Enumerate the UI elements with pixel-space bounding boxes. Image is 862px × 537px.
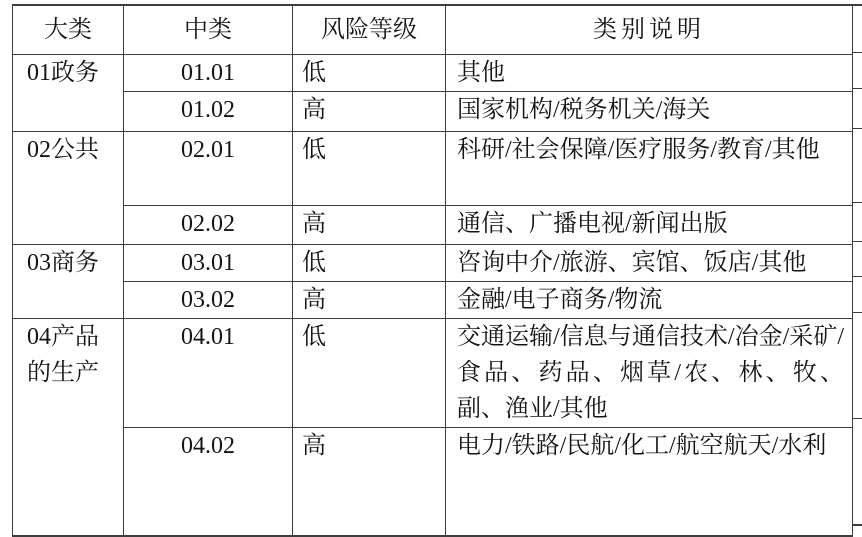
mid-category-cell: 02.02 [124,206,293,245]
column-header-risk-level: 风险等级 [293,5,446,55]
major-category-cell: 01政务 [13,55,124,132]
mid-category-cell: 04.02 [124,428,293,536]
risk-level-cell: 低 [293,132,446,206]
gridline-extension [852,524,862,526]
gridline-extension [852,312,862,313]
column-header-category-description: 类别说明 [446,5,853,55]
gridline-extension [852,241,862,242]
risk-level-cell: 高 [293,206,446,245]
category-description-cell: 交通运输/信息与通信技术/冶金/采矿/食品、药品、烟草/农、林、牧、副、渔业/其他 [446,319,853,428]
category-description-cell: 金融/电子商务/物流 [446,282,853,319]
category-description-cell: 国家机构/税务机关/海关 [446,92,853,132]
table-row [13,428,853,536]
mid-category-cell: 03.01 [124,245,293,282]
major-category-cell: 04产品的生产 [13,319,124,536]
major-category-cell: 03商务 [13,245,124,319]
gridline-overhang-strip [852,4,862,526]
risk-level-cell: 高 [293,282,446,319]
category-description-cell: 通信、广播电视/新闻出版 [446,206,853,245]
mid-category-cell: 01.02 [124,92,293,132]
mid-category-cell: 02.01 [124,132,293,206]
risk-level-cell: 低 [293,55,446,92]
risk-level-cell: 高 [293,92,446,132]
table-row [13,55,853,92]
risk-category-table [12,4,853,537]
table-row [13,92,853,132]
header-row [13,5,853,55]
gridline-extension [852,88,862,89]
column-header-mid-category: 中类 [124,5,293,55]
table-row [13,282,853,319]
gridline-extension [852,52,862,53]
risk-level-cell: 高 [293,428,446,536]
risk-level-cell: 低 [293,245,446,282]
table-row [13,132,853,206]
gridline-extension [852,4,862,6]
mid-category-cell: 03.02 [124,282,293,319]
risk-level-cell: 低 [293,319,446,428]
gridline-extension [852,276,862,277]
gridline-extension [852,128,862,129]
table-row [13,245,853,282]
category-description-cell: 咨询中介/旅游、宾馆、饭店/其他 [446,245,853,282]
table-row [13,319,853,428]
category-description-cell: 电力/铁路/民航/化工/航空航天/水利 [446,428,853,536]
mid-category-cell: 01.01 [124,55,293,92]
gridline-extension [852,202,862,203]
table-row [13,206,853,245]
category-description-cell: 其他 [446,55,853,92]
column-header-major-category: 大类 [13,5,124,55]
category-description-cell: 科研/社会保障/医疗服务/教育/其他 [446,132,853,206]
major-category-cell: 02公共 [13,132,124,245]
mid-category-cell: 04.01 [124,319,293,428]
gridline-extension [852,418,862,419]
risk-category-table-wrap [12,4,853,537]
